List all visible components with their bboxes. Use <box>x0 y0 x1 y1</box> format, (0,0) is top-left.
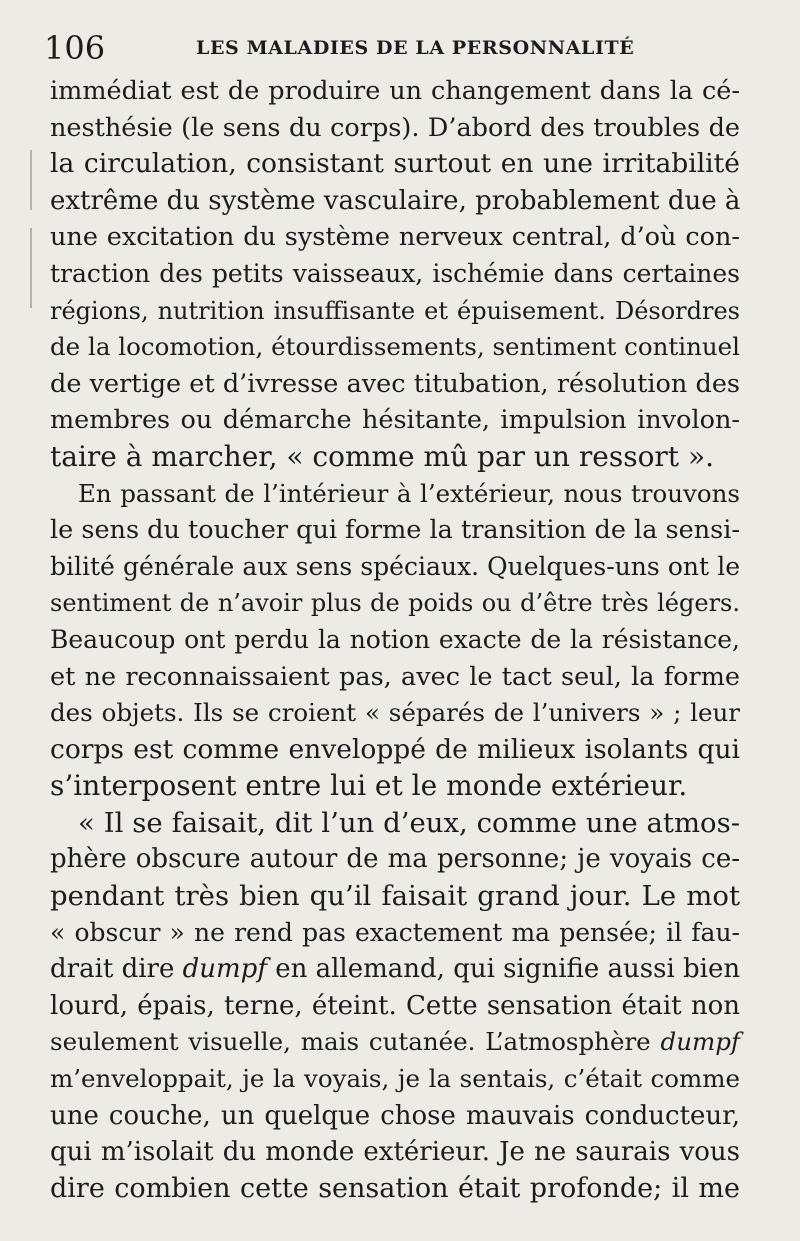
text-line: une couche, un quelque chose mauvais conducteur, <box>50 1100 740 1131</box>
text-line <box>50 1024 740 1061</box>
margin-mark <box>30 150 32 210</box>
text-line: traction des petits vaisseaux, ischémie dans certaines <box>50 258 740 288</box>
page-number: 106 <box>44 29 106 67</box>
text-line: « obscur » ne rend pas exactement ma pensée; il fau- <box>50 917 740 947</box>
text-line: la circulation, consistant surtout en une irritabilité <box>50 148 740 180</box>
text-line: phère obscure autour de ma personne; je voyais ce- <box>50 844 740 875</box>
text-line: Beaucoup ont perdu la notion exacte de la résistance, <box>50 624 740 654</box>
text-segment: seulement visuelle, mais cutanée. L’atmosphère <box>50 1027 661 1057</box>
text-line: régions, nutrition insuffisante et épuisement. Désordres <box>50 296 740 325</box>
text-line: pendant très bien qu’il faisait grand jour. Le mot <box>50 880 740 913</box>
text-line <box>50 951 740 988</box>
text-line: extrême du système vasculaire, probablement due à <box>50 185 741 216</box>
text-line: qui m’isolait du monde extérieur. Je ne saurais vous <box>50 1137 740 1168</box>
text-line: membres ou démarche hésitante, impulsion involon- <box>50 405 740 436</box>
text-segment: en allemand, qui signifie aussi bien <box>266 954 741 985</box>
text-line: taire à marcher, « comme mû par un ressort ». <box>50 439 714 473</box>
text-line: des objets. Ils se croient « séparés de l’univers » ; leur <box>50 698 740 728</box>
body-text <box>50 73 740 1207</box>
margin-mark <box>30 228 32 308</box>
text-line: et ne reconnaissaient pas, avec le tact seul, la forme <box>50 661 740 692</box>
text-line: bilité générale aux sens spéciaux. Quelques-uns ont le <box>50 551 740 581</box>
running-head: LES MALADIES DE LA PERSONNALITÉ <box>196 37 635 59</box>
text-line: corps est comme enveloppé de milieux isolants qui <box>50 733 740 765</box>
text-line: immédiat est de produire un changement dans la cé- <box>50 76 740 106</box>
italic-term: dumpf <box>182 954 267 985</box>
text-segment: drait dire <box>50 954 183 985</box>
text-line: « Il se faisait, dit l’un d’eux, comme une atmos- <box>78 806 740 839</box>
text-line: de la locomotion, étourdissements, sentiment continuel <box>50 332 740 362</box>
text-line: lourd, épais, terne, éteint. Cette sensation était non <box>50 990 740 1021</box>
text-line: de vertige et d’ivresse avec titubation, résolution des <box>50 368 740 399</box>
page-header <box>0 30 800 66</box>
text-line: nesthésie (le sens du corps). D’abord des troubles de <box>50 112 740 143</box>
text-line: En passant de l’intérieur à l’extérieur, nous trouvons <box>78 478 740 508</box>
text-line: dire combien cette sensation était profonde; il me <box>50 1172 740 1204</box>
text-line: s’interposent entre lui et le monde extérieur. <box>50 769 688 803</box>
text-line: le sens du toucher qui forme la transition de la sensi- <box>50 515 740 546</box>
text-line: m’enveloppait, je la voyais, je la sentais, c’était comme <box>50 1064 740 1094</box>
text-line: une excitation du système nerveux central, d’où con- <box>50 222 740 253</box>
italic-term: dumpf <box>660 1027 740 1057</box>
text-line: sentiment de n’avoir plus de poids ou d’être très légers. <box>50 589 740 618</box>
